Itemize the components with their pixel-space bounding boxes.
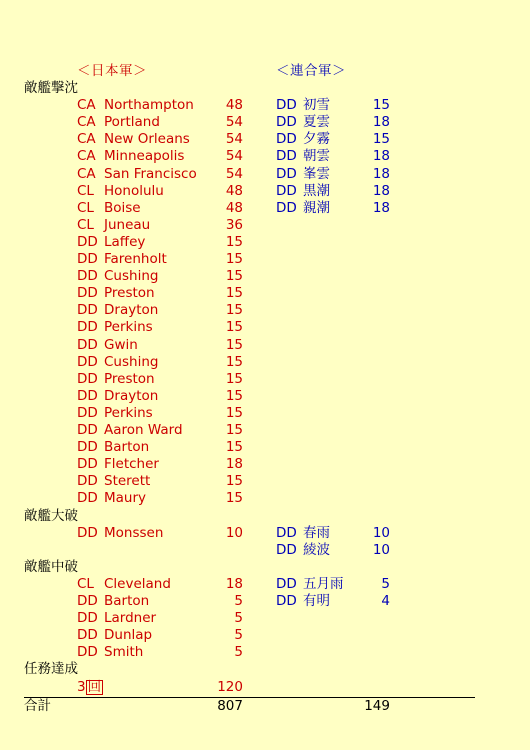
japan-ship-name: Minneapolis <box>104 148 185 165</box>
japan-ship-name: Maury <box>104 490 147 507</box>
japan-ship-name: New Orleans <box>104 131 190 148</box>
japan-ship-name: Cushing <box>104 268 159 285</box>
japan-ship-class: CL <box>77 575 94 592</box>
section-label: 任務達成 <box>24 661 78 678</box>
japan-ship-name: Laffey <box>104 233 146 250</box>
japan-ship-class: DD <box>77 251 98 267</box>
japan-ship-class: DD <box>77 439 98 456</box>
japan-ship-points: 54 <box>225 114 243 131</box>
japan-ship-name: Barton <box>104 439 150 456</box>
japan-ship-name: Northampton <box>104 97 194 114</box>
japan-ship-class: CL <box>77 182 94 199</box>
japan-ship-points: 5 <box>234 593 243 609</box>
japan-ship-points: 18 <box>225 456 243 473</box>
japan-ship-points: 54 <box>225 165 243 182</box>
allied-ship-points: 18 <box>372 148 390 165</box>
japan-ship-class: DD <box>77 524 98 541</box>
japan-ship-name: Smith <box>104 644 144 661</box>
allied-ship-points: 18 <box>372 165 390 182</box>
japan-ship-name: Honolulu <box>104 182 164 199</box>
japan-ship-class: DD <box>77 336 98 353</box>
japan-ship-name: Sterett <box>104 473 151 490</box>
japan-ship-name: Preston <box>104 370 155 387</box>
mission-count <box>77 679 103 696</box>
mission-count-unit: 回 <box>87 678 102 695</box>
allied-ship-name: 五月雨 <box>303 575 344 592</box>
allied-ship-name: 有明 <box>303 593 330 609</box>
japan-ship-name: Gwin <box>104 336 138 353</box>
japan-ship-class: CA <box>77 131 96 148</box>
allied-ship-name: 峯雲 <box>303 165 330 182</box>
japan-ship-name: Drayton <box>104 302 159 319</box>
japan-ship-name: Portland <box>104 114 160 131</box>
allied-ship-name: 綾波 <box>303 541 330 558</box>
allied-ship-points: 10 <box>372 541 390 558</box>
allied-ship-class: DD <box>276 165 297 182</box>
japan-ship-class: CA <box>77 165 96 182</box>
allied-ship-class: DD <box>276 593 297 609</box>
japan-ship-points: 15 <box>225 422 243 438</box>
japan-ship-points: 15 <box>225 336 243 353</box>
allied-ship-points: 18 <box>372 182 390 199</box>
japan-ship-name: Cleveland <box>104 575 171 592</box>
allied-ship-class: DD <box>276 131 297 148</box>
japan-ship-points: 15 <box>225 404 243 421</box>
allied-ship-class: DD <box>276 524 297 541</box>
mission-points: 120 <box>217 678 243 695</box>
japan-ship-points: 15 <box>225 439 243 456</box>
japan-ship-points: 15 <box>225 353 243 370</box>
japan-ship-points: 5 <box>234 610 243 627</box>
japan-ship-name: Preston <box>104 285 155 302</box>
japan-ship-points: 18 <box>225 575 243 592</box>
japan-ship-name: Farenholt <box>104 251 167 267</box>
allied-ship-name: 初雪 <box>303 97 330 114</box>
japan-ship-name: Cushing <box>104 353 159 370</box>
allied-total: 149 <box>364 698 390 714</box>
allied-ship-points: 18 <box>372 114 390 131</box>
allied-ship-points: 10 <box>372 524 390 541</box>
japan-ship-class: DD <box>77 593 98 609</box>
japan-ship-points: 15 <box>225 233 243 250</box>
japan-ship-class: DD <box>77 353 98 370</box>
japan-ship-class: DD <box>77 456 98 473</box>
allied-ship-name: 夏雲 <box>303 114 330 131</box>
allied-ship-points: 5 <box>381 575 390 592</box>
allied-ship-class: DD <box>276 199 297 216</box>
japan-ship-points: 48 <box>225 199 243 216</box>
japan-ship-class: CA <box>77 148 96 165</box>
japan-ship-class: DD <box>77 302 98 319</box>
japan-ship-points: 54 <box>225 148 243 165</box>
allied-ship-class: DD <box>276 148 297 165</box>
allied-ship-name: 朝雲 <box>303 148 330 165</box>
japan-ship-points: 15 <box>225 387 243 404</box>
japan-ship-points: 5 <box>234 627 243 644</box>
japan-ship-class: DD <box>77 404 98 421</box>
allied-ship-name: 春雨 <box>303 524 330 541</box>
japan-ship-points: 48 <box>225 97 243 114</box>
total-rule <box>24 697 475 698</box>
allied-ship-points: 15 <box>372 97 390 114</box>
allied-ship-class: DD <box>276 575 297 592</box>
japan-ship-class: DD <box>77 644 98 661</box>
section-label: 敵艦大破 <box>24 507 78 524</box>
mission-count-value: 3 <box>77 678 86 695</box>
japan-ship-points: 15 <box>225 490 243 507</box>
japan-ship-name: Dunlap <box>104 627 153 644</box>
japan-ship-name: Perkins <box>104 404 153 421</box>
total-label: 合計 <box>24 698 51 714</box>
japan-header: ＜日本軍＞ <box>77 63 147 79</box>
japan-ship-points: 54 <box>225 131 243 148</box>
allied-ship-points: 4 <box>381 593 390 609</box>
japan-ship-class: DD <box>77 610 98 627</box>
section-label: 敵艦撃沈 <box>24 80 78 96</box>
japan-ship-points: 15 <box>225 473 243 490</box>
allied-ship-class: DD <box>276 114 297 131</box>
japan-ship-class: DD <box>77 627 98 644</box>
japan-ship-points: 15 <box>225 319 243 336</box>
japan-ship-class: DD <box>77 268 98 285</box>
japan-ship-name: Fletcher <box>104 456 159 473</box>
japan-ship-name: Aaron Ward <box>104 422 183 438</box>
allied-ship-class: DD <box>276 97 297 114</box>
japan-ship-points: 5 <box>234 644 243 661</box>
japan-ship-name: Drayton <box>104 387 159 404</box>
japan-ship-class: CA <box>77 114 96 131</box>
japan-ship-points: 15 <box>225 251 243 267</box>
japan-ship-class: DD <box>77 422 98 438</box>
japan-ship-name: Perkins <box>104 319 153 336</box>
allied-ship-class: DD <box>276 541 297 558</box>
japan-ship-class: CL <box>77 216 94 233</box>
section-label: 敵艦中破 <box>24 558 78 575</box>
japan-ship-points: 15 <box>225 285 243 302</box>
japan-ship-name: Monssen <box>104 524 164 541</box>
allied-ship-class: DD <box>276 182 297 199</box>
japan-ship-class: DD <box>77 319 98 336</box>
japan-ship-class: CA <box>77 97 96 114</box>
allied-ship-points: 15 <box>372 131 390 148</box>
japan-ship-points: 10 <box>225 524 243 541</box>
japan-ship-class: DD <box>77 285 98 302</box>
allied-ship-name: 黒潮 <box>303 182 330 199</box>
japan-ship-points: 15 <box>225 370 243 387</box>
japan-ship-class: DD <box>77 387 98 404</box>
japan-ship-name: San Francisco <box>104 165 197 182</box>
allied-ship-name: 夕霧 <box>303 131 330 148</box>
japan-ship-class: DD <box>77 370 98 387</box>
allied-header: ＜連合軍＞ <box>276 63 346 79</box>
japan-ship-name: Lardner <box>104 610 157 627</box>
japan-ship-points: 36 <box>225 216 243 233</box>
japan-ship-name: Boise <box>104 199 141 216</box>
japan-ship-class: DD <box>77 473 98 490</box>
japan-ship-points: 15 <box>225 268 243 285</box>
allied-ship-points: 18 <box>372 199 390 216</box>
japan-ship-class: DD <box>77 490 98 507</box>
japan-ship-points: 48 <box>225 182 243 199</box>
japan-total: 807 <box>217 698 243 714</box>
japan-ship-name: Juneau <box>104 216 151 233</box>
allied-ship-name: 親潮 <box>303 199 330 216</box>
japan-ship-class: DD <box>77 233 98 250</box>
japan-ship-points: 15 <box>225 302 243 319</box>
japan-ship-class: CL <box>77 199 94 216</box>
japan-ship-name: Barton <box>104 593 150 609</box>
